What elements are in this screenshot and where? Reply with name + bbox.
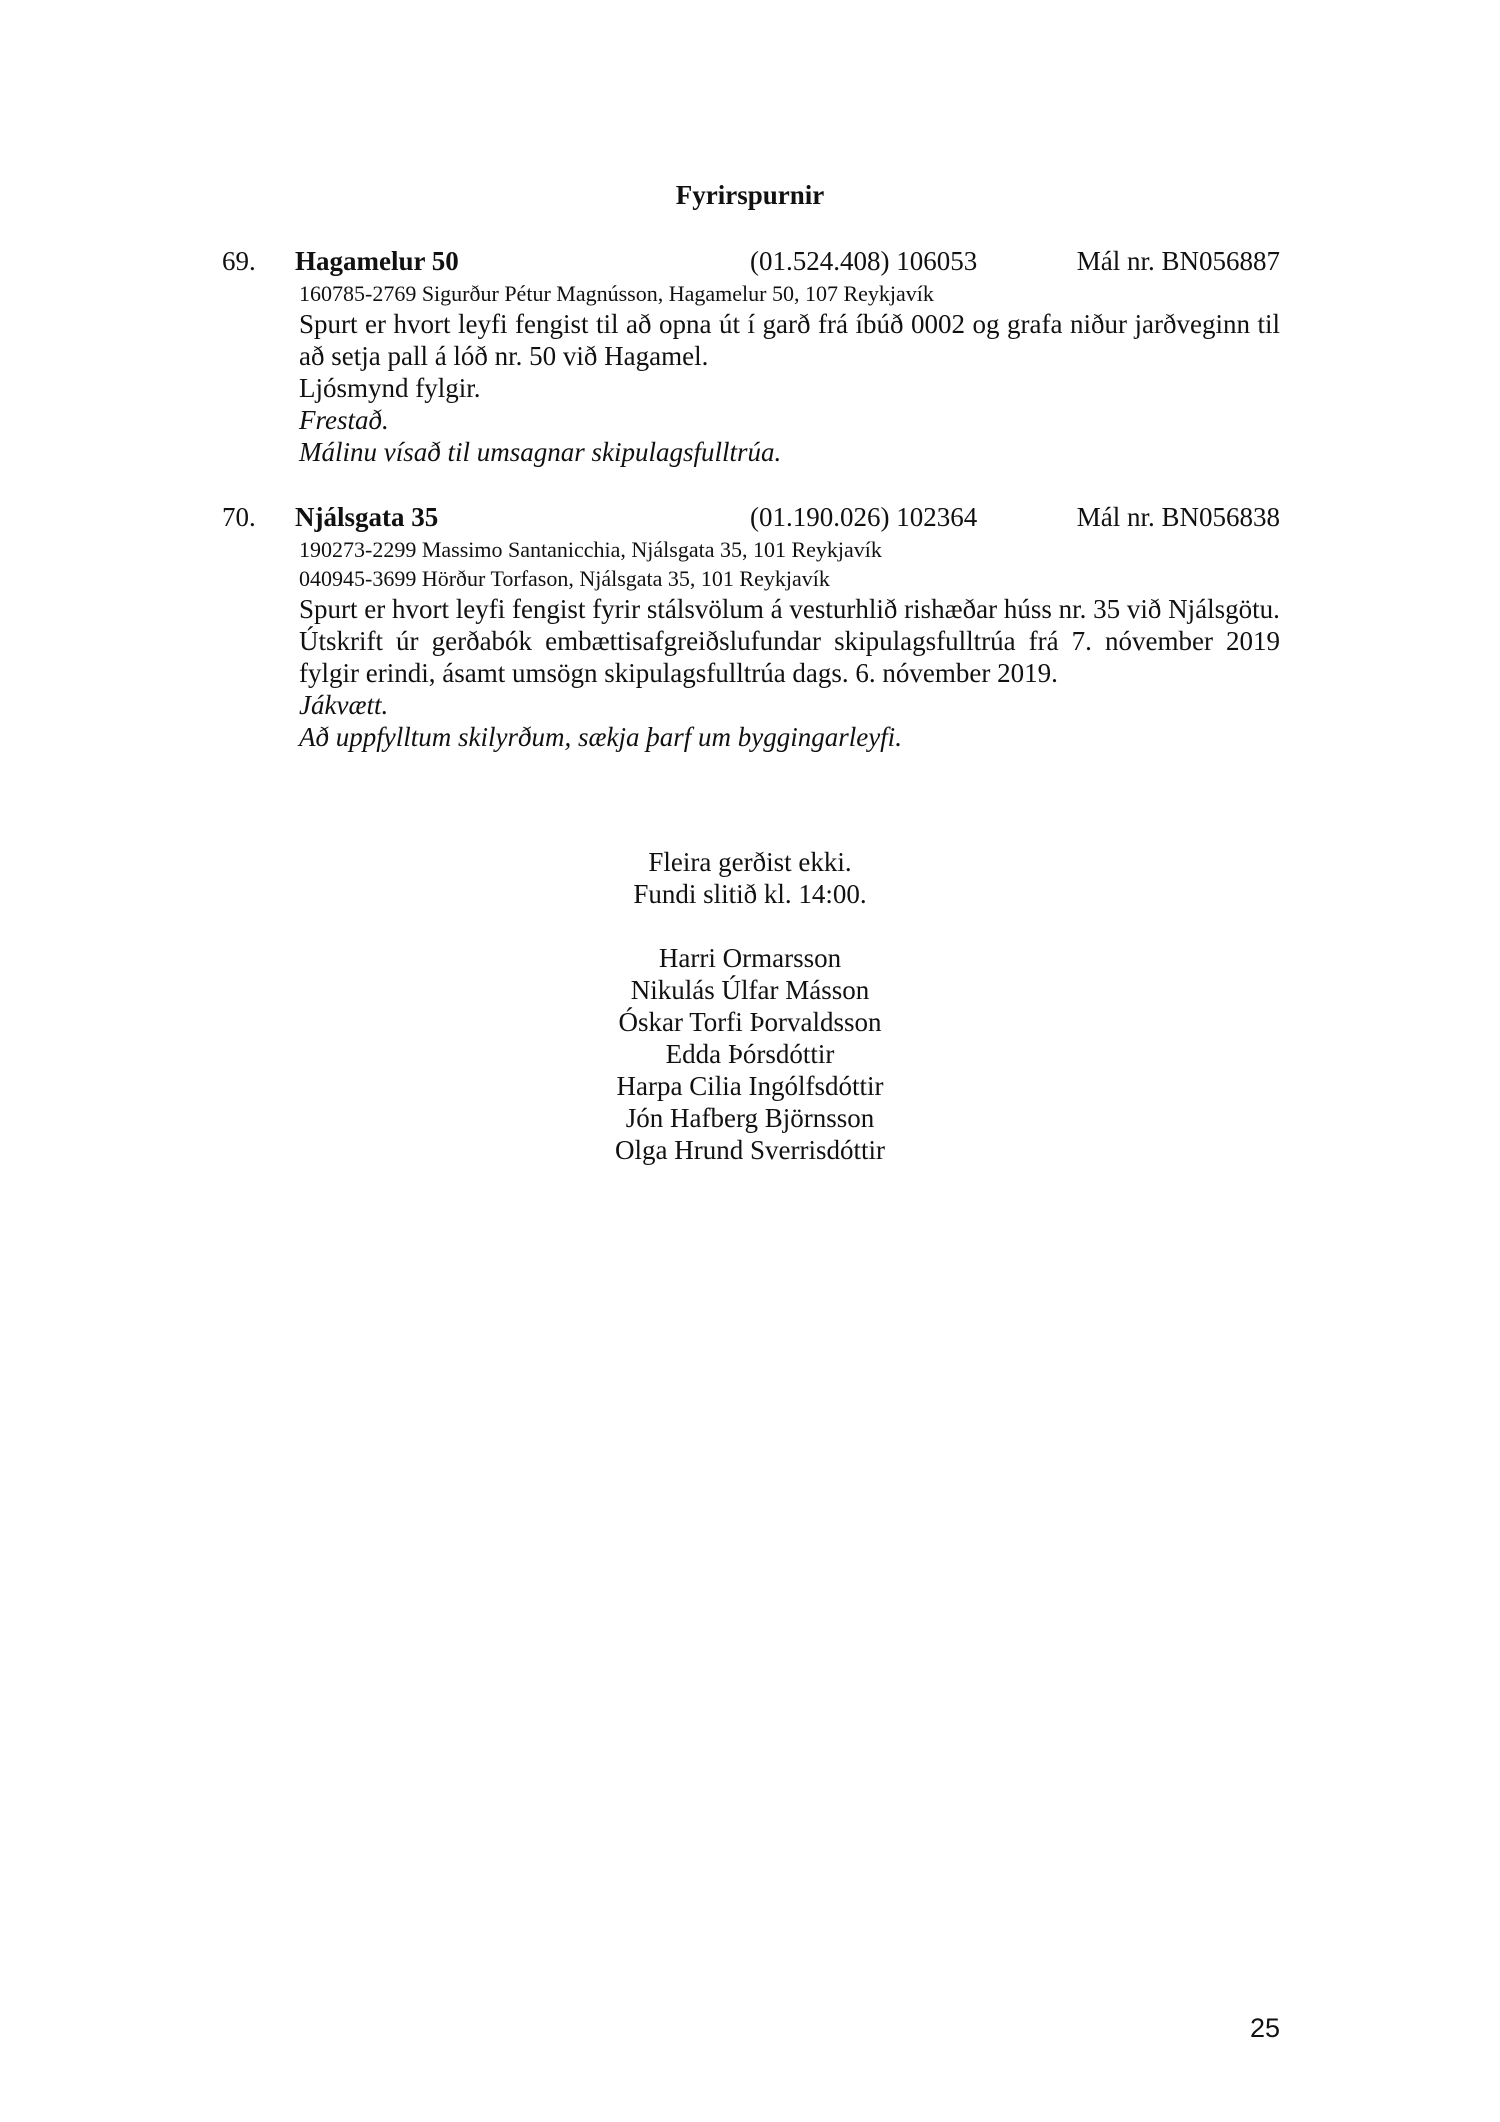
signature-list — [0, 942, 1500, 1166]
entry-body — [299, 535, 1280, 753]
entry-note: Málinu vísað til umsagnar skipulagsfulltrúa. — [299, 437, 782, 467]
signature-name: Nikulás Úlfar Másson — [630, 975, 870, 1005]
entry-decision: Frestað. — [299, 405, 389, 435]
case-entry-70 — [222, 500, 1280, 753]
signature-name: Edda Þórsdóttir — [665, 1039, 835, 1069]
entry-paragraph: Ljósmynd fylgir. — [299, 373, 481, 403]
entry-address: Hagamelur 50 — [295, 246, 459, 276]
closing-remarks — [0, 846, 1500, 910]
entry-case-number: Mál nr. BN056887 — [1076, 246, 1280, 276]
entry-number: 70. — [222, 502, 256, 532]
entry-land-code: (01.190.026) 102364 — [750, 502, 978, 532]
signature-name: Jón Hafberg Björnsson — [625, 1103, 875, 1133]
entry-paragraph: Spurt er hvort leyfi fengist til að opna út í garð frá íbúð 0002 og grafa niður jarðveginn til að setja pall á lóð nr. 50 við Hagamel. — [299, 309, 1280, 371]
section-heading: Fyrirspurnir — [675, 180, 825, 210]
signature-name: Óskar Torfi Þorvaldsson — [618, 1007, 882, 1037]
applicant-line: 160785-2769 Sigurður Pétur Magnússon, Hagamelur 50, 107 Reykjavík — [299, 281, 934, 306]
entry-decision: Jákvætt. — [299, 690, 389, 720]
closing-line: Fundi slitið kl. 14:00. — [633, 879, 867, 909]
signature-name: Harri Ormarsson — [658, 943, 842, 973]
entry-header — [222, 500, 1280, 535]
case-entry-69 — [222, 244, 1280, 468]
applicant-line: 190273-2299 Massimo Santanicchia, Njálsgata 35, 101 Reykjavík — [299, 537, 882, 562]
entry-header — [222, 244, 1280, 279]
entry-land-code: (01.524.408) 106053 — [750, 246, 978, 276]
entry-paragraph: Spurt er hvort leyfi fengist fyrir stálsvölum á vesturhlið rishæðar húss nr. 35 við Njálsgötu. — [299, 594, 1280, 624]
page-number: 25 — [1249, 2013, 1280, 2043]
signature-name: Harpa Cilia Ingólfsdóttir — [616, 1071, 884, 1101]
entry-address: Njálsgata 35 — [295, 502, 439, 532]
entry-body — [299, 279, 1280, 468]
entry-number: 69. — [222, 246, 256, 276]
signature-name: Olga Hrund Sverrisdóttir — [615, 1135, 885, 1165]
entry-note: Að uppfylltum skilyrðum, sækja þarf um byggingarleyfi. — [299, 722, 902, 752]
entry-paragraph: Útskrift úr gerðabók embættisafgreiðslufundar skipulagsfulltrúa frá 7. nóvember 2019 fylgir erindi, ásamt umsögn skipulagsfulltrúa dags. 6. nóvember 2019. — [299, 626, 1280, 688]
applicant-line: 040945-3699 Hörður Torfason, Njálsgata 35, 101 Reykjavík — [299, 566, 830, 591]
entry-case-number: Mál nr. BN056838 — [1076, 502, 1280, 532]
closing-line: Fleira gerðist ekki. — [648, 847, 852, 877]
